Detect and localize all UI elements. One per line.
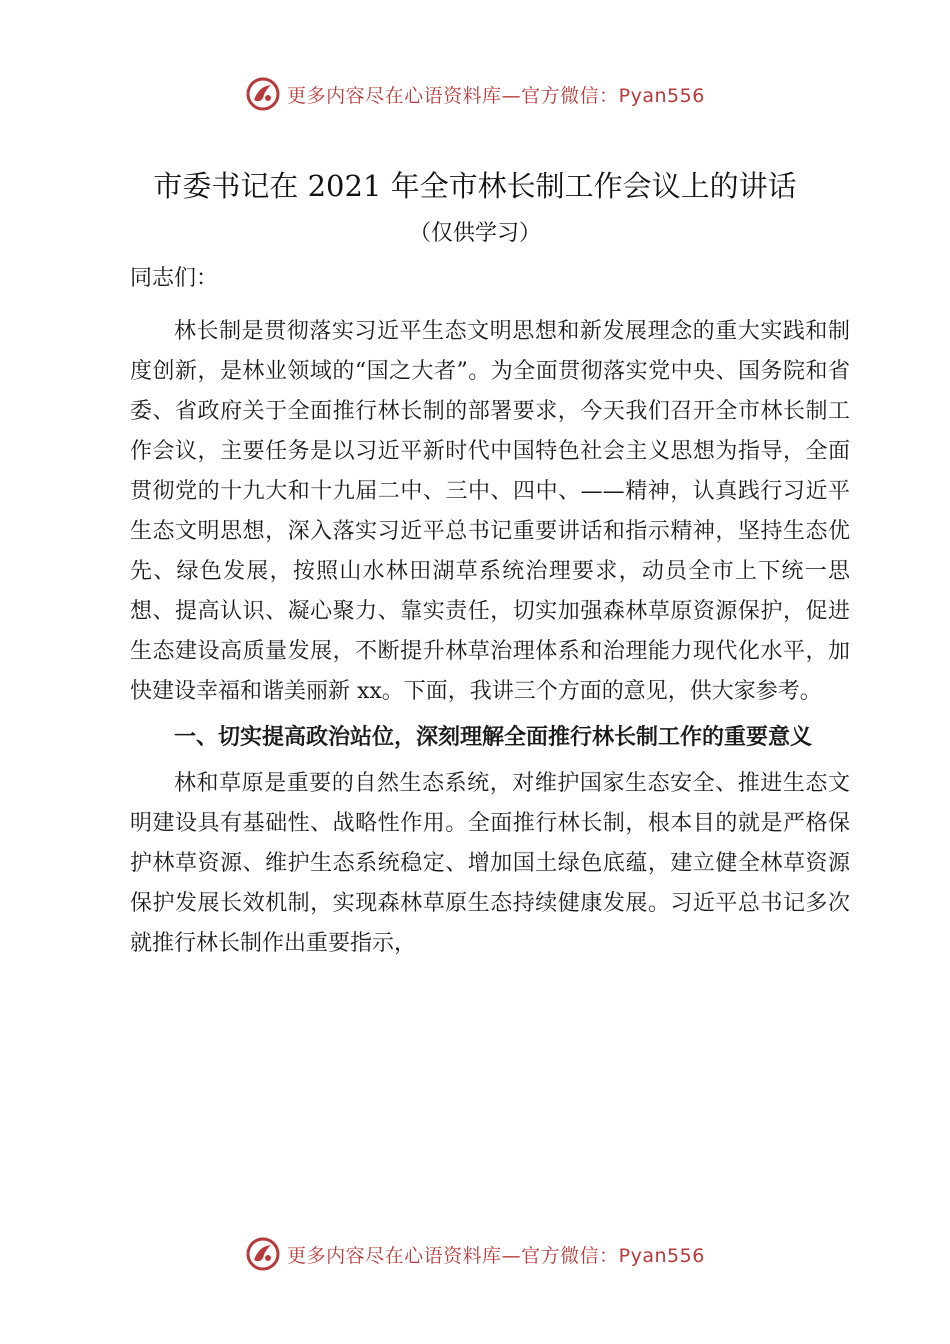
document-title: 市委书记在 2021 年全市林长制工作会议上的讲话 (153, 169, 797, 203)
document-body (130, 264, 850, 964)
paragraph-intro: 林长制是贯彻落实习近平生态文明思想和新发展理念的重大实践和制度创新，是林业领域的“国之大者”。为全面贯彻落实党中央、国务院和省委、省政府关于全面推行林长制的部署要求，今天我们召开全市林长制工作会议，主要任务是以习近平新时代中国特色社会主义思想为指导，全面贯彻党的十九大和十九届二中、三中、四中、——精神，认真践行习近平生态文明思想，深入落实习近平总书记重要讲话和指示精神，坚持生态优先、绿色发展，按照山水林田湖草系统治理要求，动员全市上下统一思想、提高认识、凝心聚力、靠实责任，切实加强森林草原资源保护，促进生态建设高质量发展，不断提升林草治理体系和治理能力现代化水平，加快建设幸福和谐美丽新 xx。下面，我讲三个方面的意见，供大家参考。 (130, 319, 850, 704)
banner-text: 更多内容尽在心语资料库—官方微信：Pyan556 (287, 1244, 705, 1267)
section-heading-1: 一、切实提高政治站位，深刻理解全面推行林长制工作的重要意义 (174, 725, 813, 750)
paragraph-section-1: 林和草原是重要的自然生态系统，对维护国家生态安全、推进生态文明建设具有基础性、战略性作用。全面推行林长制，根本目的就是严格保护林草资源、维护生态系统稳定、增加国土绿色底蕴，建立健全林草资源保护发展长效机制，实现森林草原生态持续健康发展。习近平总书记多次就推行林长制作出重要指示， (130, 771, 850, 956)
greeting: 同志们： (130, 266, 219, 291)
seal-logo-icon (245, 76, 281, 112)
seal-logo-icon (245, 1236, 281, 1272)
document-subtitle: （仅供学习） (408, 221, 541, 246)
header-banner (0, 72, 950, 116)
banner-text: 更多内容尽在心语资料库—官方微信：Pyan556 (287, 84, 705, 107)
footer-banner (0, 1232, 950, 1276)
